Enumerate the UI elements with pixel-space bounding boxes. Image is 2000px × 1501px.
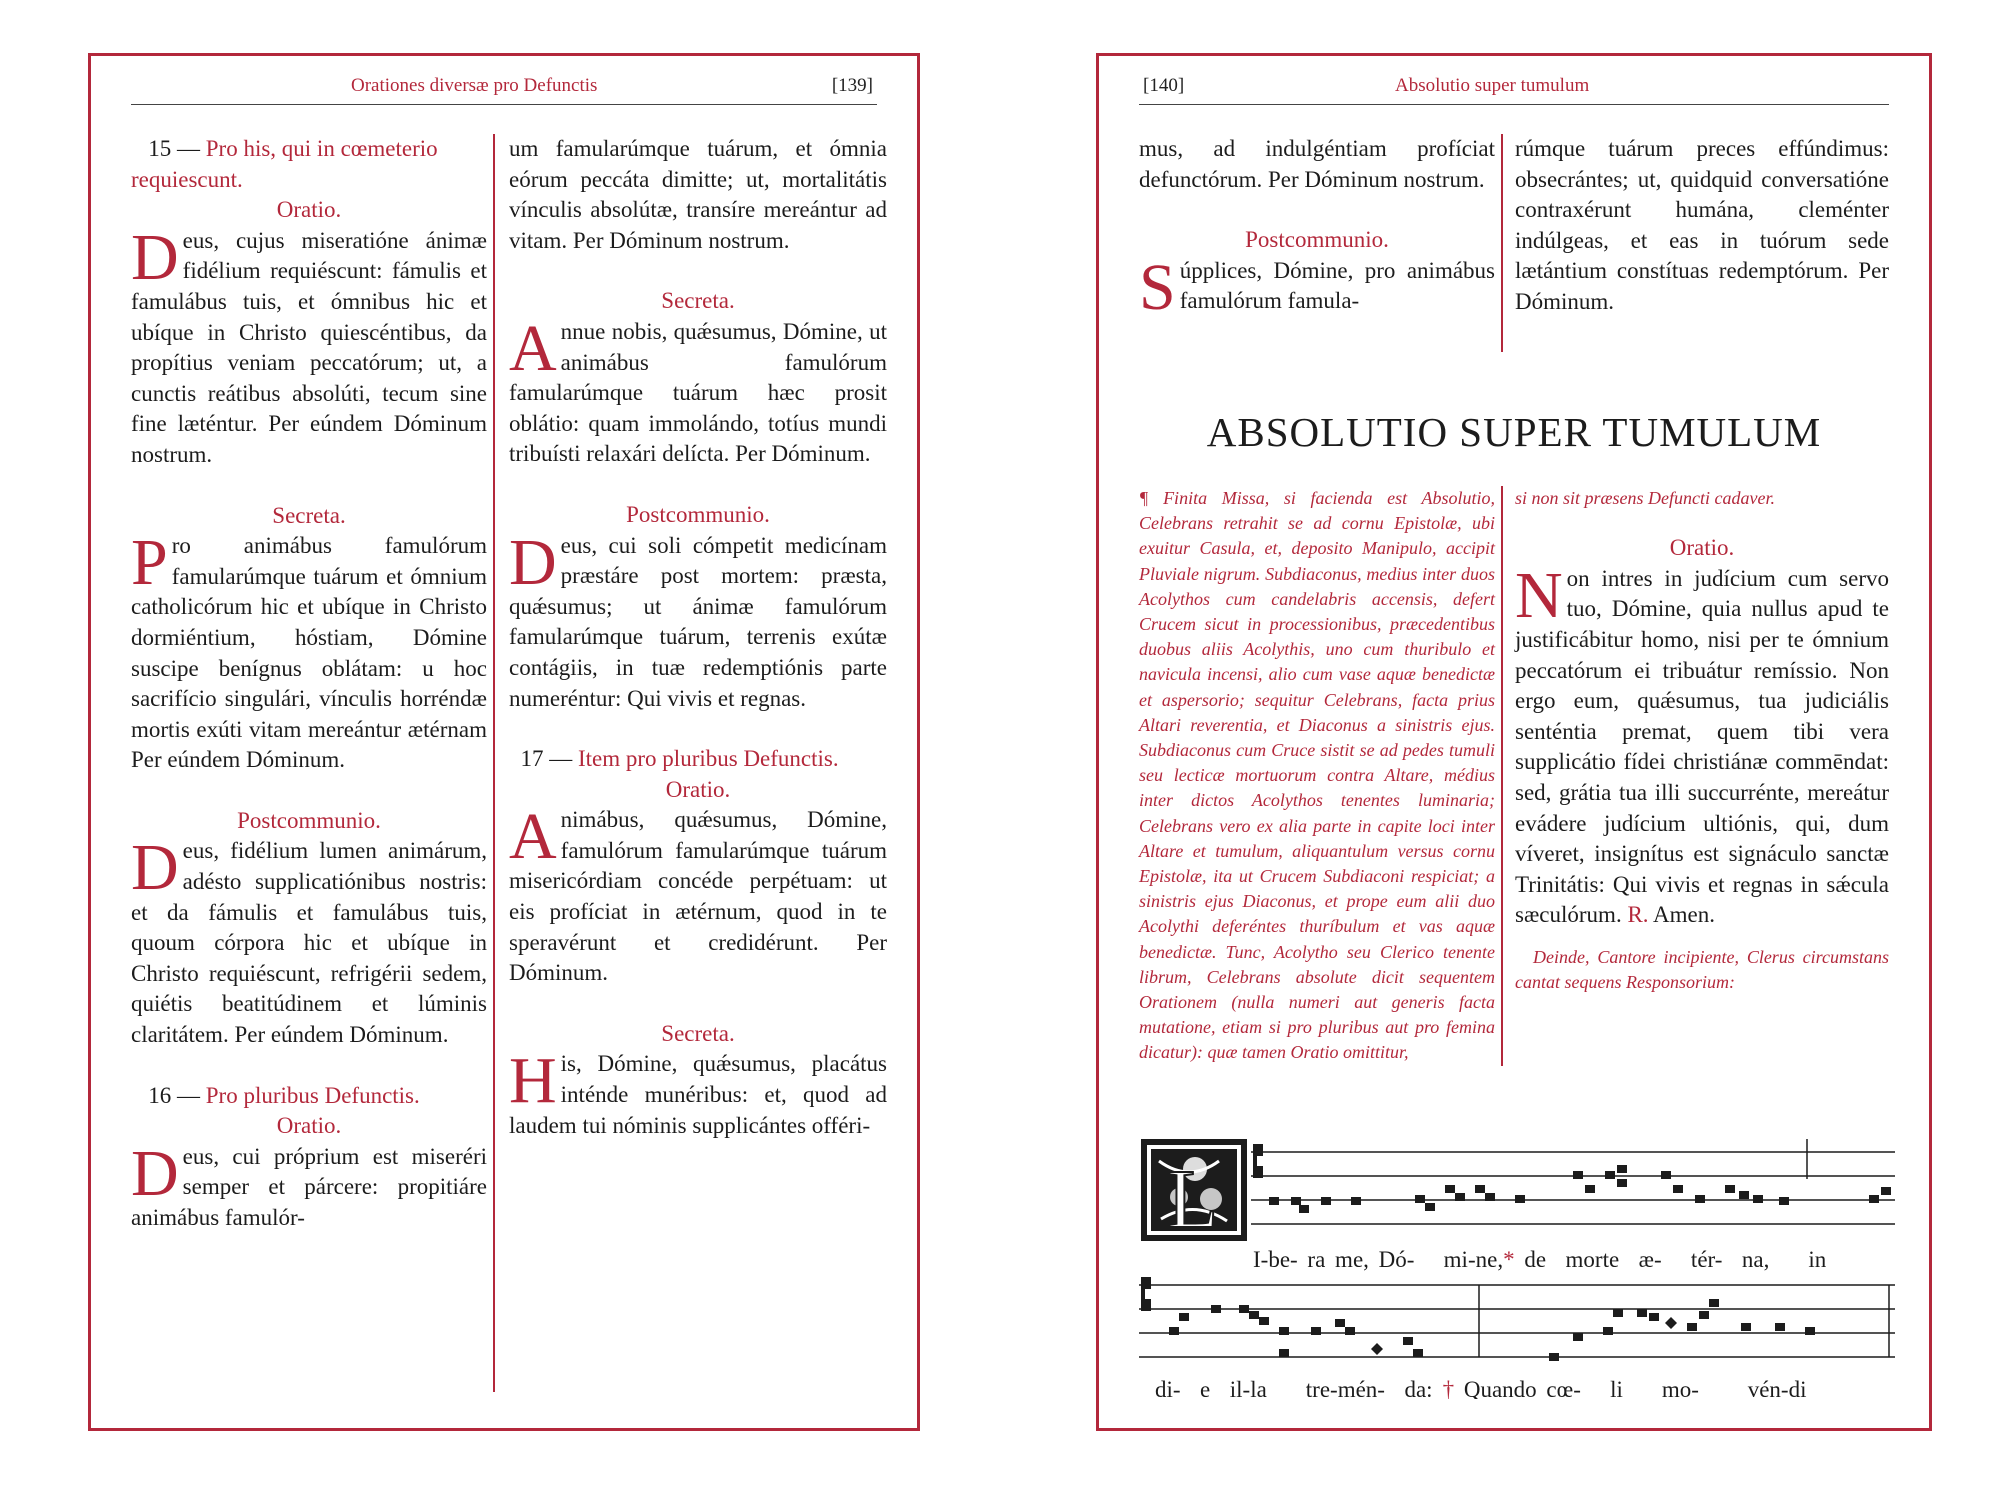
secreta-17-text: His, Dómine, quǽsumus, placátus inténde munéribus: et, quod ad laudem tui nóminis supplicántes offéri- bbox=[509, 1044, 887, 1138]
page-number: [139] bbox=[831, 75, 873, 96]
oratio-heading: Oratio. bbox=[276, 1113, 342, 1139]
lyrics-line-2: di- e il-la tre-mén- da: † Quando cœ- li mo- vén-di bbox=[1155, 1377, 1807, 1399]
oratio-heading: Oratio. bbox=[276, 197, 342, 223]
page-header bbox=[131, 72, 877, 105]
right-column-1 bbox=[1139, 134, 1495, 324]
running-title: Absolutio super tumulum bbox=[1395, 75, 1590, 96]
right-column-2 bbox=[1501, 134, 1889, 352]
rubric-text: Deinde, Cantore incipiente, Clerus circumstans cantat sequens Responsorium: bbox=[1515, 946, 1889, 993]
section-17-heading: 17 — Item pro pluribus Defunctis. bbox=[520, 746, 839, 772]
running-title: Orationes diversæ pro Defunctis bbox=[351, 75, 598, 96]
ornate-initial bbox=[1141, 1139, 1247, 1246]
clef bbox=[1141, 1277, 1151, 1311]
drop-cap: H bbox=[509, 1044, 557, 1118]
svg-text:L: L bbox=[1167, 1153, 1219, 1246]
drop-cap: A bbox=[509, 311, 557, 385]
oratio-heading: Oratio. bbox=[665, 776, 731, 802]
postcommunio-text: Deus, fidélium lumen animárum, adésto supplicatiónibus nostris: et da fámulis et famulábus tuis, quoum córpora hic et ubíque in Christo requiéscunt, refrigérii sedem, quiétis beatitúdinem et lúminis claritátem. Per eúndem Dóminum. bbox=[131, 831, 487, 1048]
right-page bbox=[1096, 53, 1932, 1431]
postcommunio-text: Deus, cui soli cómpetit medicínam præstáre post mortem: præsta, quǽsumus; ut ánimæ famulórum famularúmque tuárum, terrenis exútæ contágiis, in tuæ redemptiónis parte numeréntur: Qui vivis et regnas. bbox=[509, 525, 887, 711]
drop-cap: S bbox=[1139, 250, 1176, 324]
drop-cap: A bbox=[509, 800, 557, 874]
drop-cap: P bbox=[131, 526, 168, 600]
postcommunio-text: Súpplices, Dómine, pro animábus famulórum famula- bbox=[1139, 250, 1495, 324]
drop-cap: D bbox=[131, 220, 179, 294]
oratio-heading: Oratio. bbox=[1669, 535, 1735, 561]
postcommunio-heading: Postcommunio. bbox=[237, 807, 381, 833]
continued-text: mus, ad indulgéntiam profíciat defunctórum. Per Dóminum nostrum. bbox=[1139, 136, 1495, 192]
secreta-heading: Secreta. bbox=[661, 288, 735, 314]
response-symbol: R. bbox=[1627, 902, 1649, 928]
rubric-text: si non sit præsens Defuncti cadaver. bbox=[1515, 488, 1775, 508]
rubric-column-2 bbox=[1501, 486, 1889, 1066]
postcommunio-heading: Postcommunio. bbox=[626, 501, 770, 527]
oratio-text: Deus, cujus miseratióne ánimæ fidélium requiéscunt: fámulis et famulábus tuis, et ómnibus hic et ubíque in Christo quiescéntibus, da propítius veniam peccatórum; ut, a cunctis reátibus absolúti, tecum sine fine læténtur. Per eúndem Dóminum nostrum. bbox=[131, 220, 487, 467]
secreta-heading: Secreta. bbox=[661, 1020, 735, 1046]
neumes-line-1 bbox=[1269, 1165, 1891, 1213]
chant-staves bbox=[1139, 1139, 1899, 1399]
oratio-17-text: Animábus, quǽsumus, Dómine, famulórum famularúmque tuárum misericórdiam concéde perpétuam: ut eis profíciat in ætérnum, quod in te speravérunt et credidérunt. Per Dóminum. bbox=[509, 800, 887, 986]
page-number: [140] bbox=[1143, 75, 1185, 96]
continued-text: um famularúmque tuárum, et ómnia eórum peccáta dimitte; ut, mortalitátis vínculis absolútæ, transíre mereántur ad vitam. Per Dóminum nostrum. bbox=[509, 136, 887, 253]
clef bbox=[1253, 1144, 1263, 1178]
page-header bbox=[1139, 72, 1889, 105]
oratio-text: Non intres in judícium cum servo tuo, Dómine, quia nullus apud te justificábitur homo, nisi per te ómnium peccatórum ei tribuátur remíssio. Non ergo eum, quǽsumus, tua judiciális senténtia premat, quem tibi vera supplicátio fídei christiánæ commēndat: sed, grátia tua illi succurrénte, mereátur evádere judícium ultiónis, qui, dum víveret, insignítus est signáculo sanctæ Trinitátis: Qui vivis et regnas in sǽcula sæculórum. R. Amen. bbox=[1515, 558, 1889, 928]
amen-text: Amen. bbox=[1653, 902, 1715, 928]
lyrics-line-1: I-be- ra me, Dó- mi-ne,* de morte æ- tér- na, in bbox=[1253, 1247, 1827, 1272]
left-page bbox=[88, 53, 920, 1431]
drop-cap: D bbox=[509, 525, 557, 599]
section-15-heading: 15 — Pro his, qui in cœmeterio requiescunt. bbox=[131, 136, 438, 192]
secreta-heading: Secreta. bbox=[272, 502, 346, 528]
staff-2 bbox=[1139, 1285, 1895, 1357]
left-column-2 bbox=[493, 134, 887, 1392]
rubric-text: ¶ Finita Missa, si facienda est Absolutio, Celebrans retrahit se ad cornu Epistolæ, ubi exuitur Casula, et, deposito Manipulo, accipit Pluviale nigrum. Subdiaconus, medius inter duos Acolythos cum candelabris accensis, defert Crucem sicut in processionibus, præcedentibus duobus aliis Acolythis, uno cum thuribulo et navicula incensi, alio cum vase aquæ benedictæ et aspersorio; sequitur Celebrans, facta prius Altari reverentia, et Diaconus a sinistris ejus. Subdiaconus cum Cruce sistit se ad pedes tumuli seu lecticæ mortuorum contra Altare, médius inter dictos Acolythos tenentes luminaria; Celebrans vero ex alia parte in capite loci inter Altare et tumulum, aliquantulum versus cornu Epistolæ, ita ut Crucem Subdiaconi respiciat; a sinistris ejus Diaconus, et prope eum alii duo Acolythi deferéntes thuríbulum et vas aquæ benedictæ. Tunc, Acolytho seu Clerico tenente librum, Celebrans absolute dicit sequentem Orationem (nulla numeri aut generis facta mutatione, etiam si pro pluribus aut pro femina dicatur): quæ tamen Oratio omittitur, bbox=[1139, 488, 1495, 1063]
left-column-1 bbox=[131, 134, 487, 1434]
secreta-text: Annue nobis, quǽsumus, Dómine, ut animábus famulórum famularúmque tuárum hæc prosit oblátio: quam immolándo, totíus mundi tribuísti relaxári delícta. Per Dóminum. bbox=[509, 311, 887, 467]
drop-cap: D bbox=[131, 1136, 179, 1210]
drop-cap: D bbox=[131, 831, 179, 905]
oratio-16-text: Deus, cui próprium est miseréri semper et párcere: propitiáre animábus famulór- bbox=[131, 1136, 487, 1230]
continued-text: rúmque tuárum preces effúndimus: obsecrántes; ut, quidquid conversatióne contraxérunt humána, cleménter indúlgeas, et eas in tuórum sede lætántium constítuas redemptórum. Per Dóminum. bbox=[1515, 136, 1889, 314]
section-16-heading: 16 — Pro pluribus Defunctis. bbox=[148, 1082, 420, 1108]
postcommunio-heading: Postcommunio. bbox=[1245, 227, 1389, 253]
staff-1 bbox=[1251, 1139, 1895, 1224]
chant-notation bbox=[1139, 1139, 1899, 1399]
secreta-text: Pro animábus famulórum famularúmque tuárum et ómnium catholicórum hic et ubíque in Christo dormiéntium, hóstiam, Dómine suscipe benígnus oblátam: u hoc sacrifício singulári, vínculis horréndæ mortis exúti vitam mereántur ætérnam Per eúndem Dóminum. bbox=[131, 526, 487, 773]
drop-cap: N bbox=[1515, 558, 1563, 632]
section-main-title: ABSOLUTIO SUPER TUMULUM bbox=[1206, 409, 1822, 455]
